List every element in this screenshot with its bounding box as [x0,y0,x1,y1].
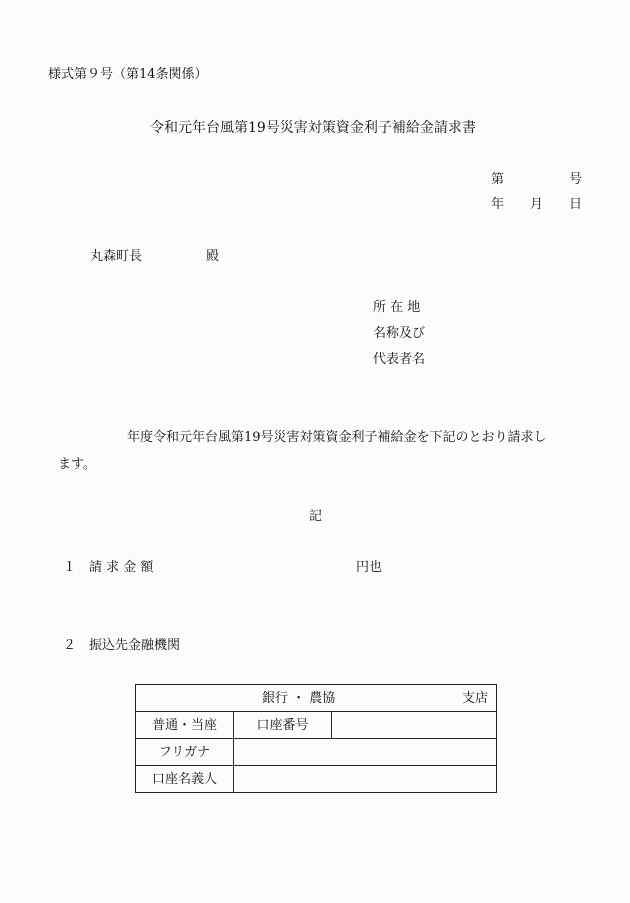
applicant-address-label: 所 在 地 [373,300,421,315]
bank-account-table [135,684,497,793]
item1-number: １ [63,560,77,575]
account-number-label-cell: 口座番号 [234,712,332,739]
reference-number [491,173,582,186]
date-day: 日 [568,197,582,212]
account-row [136,712,497,739]
account-type-cell[interactable]: 普通・当座 [136,712,234,739]
addressee-honorific: 殿 [206,249,220,264]
holder-row [136,766,497,793]
date-month: 月 [529,197,543,212]
bank-name-cell[interactable] [136,685,497,712]
account-number-value-cell[interactable] [332,712,497,739]
addressee-name: 丸森町長 [90,249,143,264]
reference-go: 号 [568,172,582,187]
furigana-row [136,739,497,766]
item1-unit: 円也 [356,560,383,575]
item1-label: 請 求 金 額 [89,560,154,575]
item2-label: 振込先金融機関 [89,638,181,653]
bank-type-text: 銀行 ・ 農協 [262,691,336,706]
body-text-line2: ます。 [58,457,96,472]
form-number: 様式第９号（第14条関係） [48,67,208,82]
reference-dai: 第 [491,172,505,187]
date-year: 年 [491,197,505,212]
applicant-name-label: 名称及び [373,326,426,341]
ki-heading: 記 [309,509,323,524]
furigana-label-cell: フリガナ [136,739,234,766]
applicant-representative-label: 代表者名 [373,352,426,367]
holder-value-cell[interactable] [234,766,497,793]
bank-row [136,685,497,712]
branch-text: 支店 [462,691,489,706]
date-line [491,198,582,211]
holder-label-cell: 口座名義人 [136,766,234,793]
item2-number: ２ [63,638,77,653]
document-title: 令和元年台風第19号災害対策資金利子補給金請求書 [150,120,476,136]
body-text-line1: 年度令和元年台風第19号災害対策資金利子補給金を下記のとおり請求し [127,430,547,445]
furigana-value-cell[interactable] [234,739,497,766]
